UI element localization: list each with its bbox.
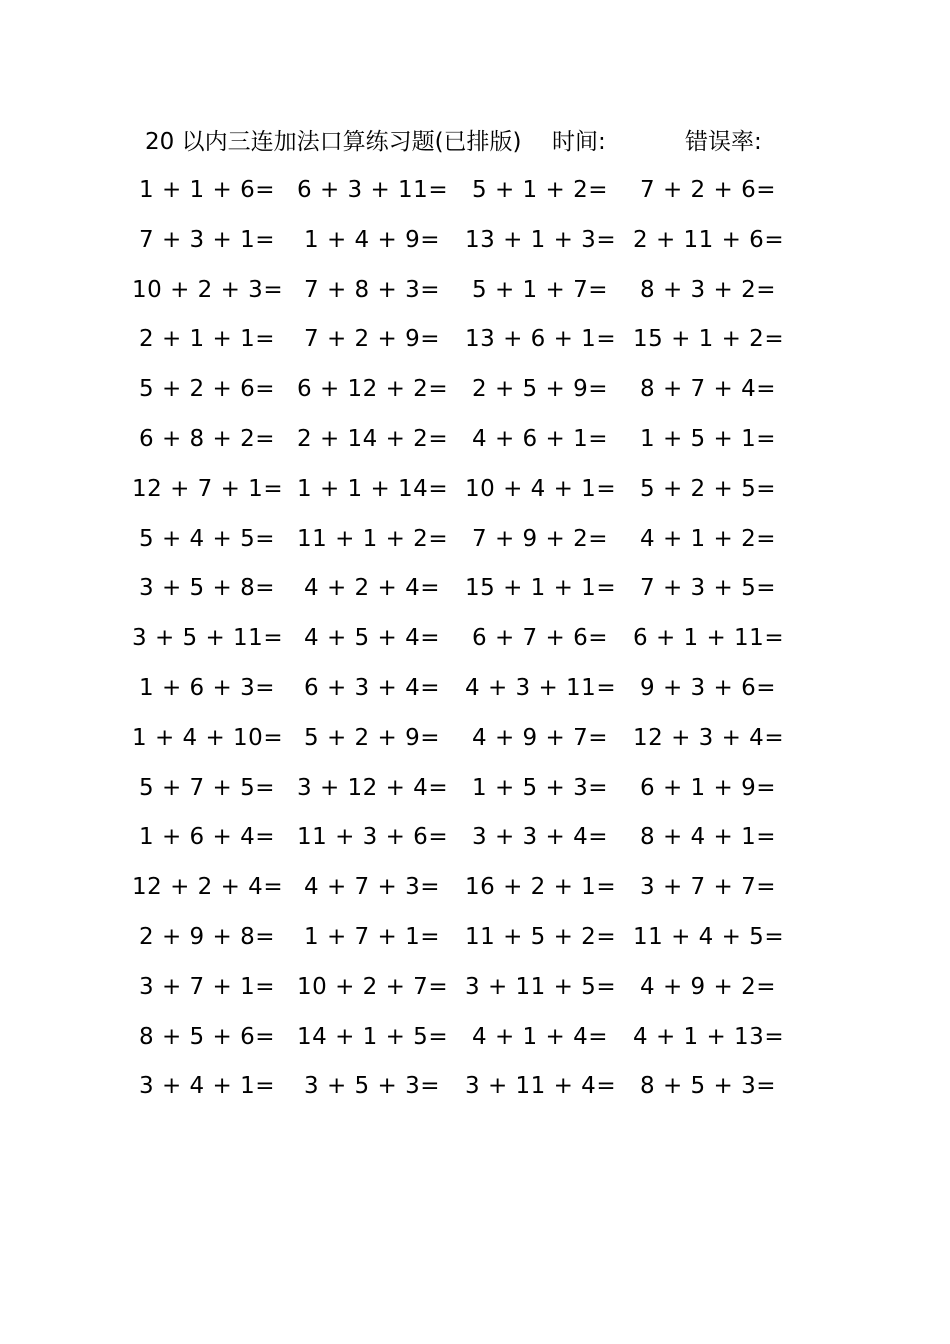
- problem-item: 15 + 1 + 1=: [465, 575, 617, 602]
- problem-item: 13 + 6 + 1=: [465, 326, 617, 353]
- problem-item: 1 + 4 + 9=: [304, 226, 440, 253]
- problem-item: 1 + 6 + 4=: [139, 824, 275, 851]
- problem-item: 1 + 7 + 1=: [304, 923, 440, 950]
- time-label: 时间:: [552, 129, 606, 155]
- problem-row: [0, 1062, 950, 1112]
- problem-row: [0, 415, 950, 465]
- problem-item: 16 + 2 + 1=: [465, 874, 617, 901]
- problem-item: 5 + 2 + 9=: [304, 724, 440, 751]
- problem-row: [0, 913, 950, 963]
- problem-item: 3 + 5 + 3=: [304, 1073, 440, 1100]
- problem-item: 7 + 2 + 6=: [640, 177, 776, 203]
- problem-item: 6 + 3 + 11=: [297, 177, 449, 203]
- problem-item: 4 + 9 + 7=: [472, 724, 608, 751]
- problem-row: [0, 216, 950, 266]
- problem-item: 12 + 3 + 4=: [633, 724, 785, 751]
- problem-item: 6 + 12 + 2=: [297, 376, 449, 403]
- problem-item: 1 + 1 + 14=: [297, 475, 449, 502]
- problem-item: 1 + 6 + 3=: [139, 674, 275, 701]
- worksheet-header: [0, 124, 950, 160]
- problem-row: [0, 365, 950, 415]
- problem-item: 1 + 5 + 3=: [472, 774, 608, 801]
- problem-item: 3 + 3 + 4=: [472, 824, 608, 851]
- problem-grid: [0, 166, 950, 1112]
- problem-item: 8 + 5 + 3=: [640, 1073, 776, 1100]
- problem-item: 7 + 3 + 1=: [139, 226, 275, 253]
- problem-row: [0, 963, 950, 1013]
- problem-item: 5 + 4 + 5=: [139, 525, 275, 552]
- problem-row: [0, 813, 950, 863]
- problem-item: 6 + 8 + 2=: [139, 425, 275, 452]
- problem-item: 3 + 4 + 1=: [139, 1073, 275, 1100]
- problem-item: 1 + 4 + 10=: [132, 724, 284, 751]
- problem-item: 3 + 12 + 4=: [297, 774, 449, 801]
- problem-item: 1 + 1 + 6=: [139, 177, 275, 203]
- problem-row: [0, 764, 950, 814]
- problem-item: 10 + 2 + 3=: [132, 276, 284, 303]
- problem-row: [0, 863, 950, 913]
- problem-row: [0, 166, 950, 216]
- problem-item: 4 + 2 + 4=: [304, 575, 440, 602]
- problem-item: 1 + 5 + 1=: [640, 425, 776, 452]
- problem-row: [0, 614, 950, 664]
- problem-row: [0, 1013, 950, 1063]
- problem-item: 7 + 8 + 3=: [304, 276, 440, 303]
- problem-item: 4 + 1 + 13=: [633, 1023, 785, 1050]
- problem-item: 4 + 3 + 11=: [465, 674, 617, 701]
- problem-item: 9 + 3 + 6=: [640, 674, 776, 701]
- problem-item: 7 + 3 + 5=: [640, 575, 776, 602]
- problem-row: [0, 266, 950, 316]
- worksheet-title: 20 以内三连加法口算练习题(已排版): [145, 129, 522, 155]
- problem-item: 7 + 9 + 2=: [472, 525, 608, 552]
- problem-item: 11 + 3 + 6=: [297, 824, 449, 851]
- problem-item: 4 + 1 + 4=: [472, 1023, 608, 1050]
- problem-item: 4 + 6 + 1=: [472, 425, 608, 452]
- problem-item: 6 + 7 + 6=: [472, 625, 608, 652]
- problem-item: 6 + 1 + 9=: [640, 774, 776, 801]
- problem-item: 12 + 7 + 1=: [132, 475, 284, 502]
- problem-item: 12 + 2 + 4=: [132, 874, 284, 901]
- problem-item: 10 + 2 + 7=: [297, 973, 449, 1000]
- problem-row: [0, 664, 950, 714]
- problem-item: 13 + 1 + 3=: [465, 226, 617, 253]
- problem-item: 5 + 2 + 5=: [640, 475, 776, 502]
- problem-item: 2 + 11 + 6=: [633, 226, 785, 253]
- problem-item: 2 + 9 + 8=: [139, 923, 275, 950]
- problem-item: 8 + 7 + 4=: [640, 376, 776, 403]
- problem-item: 2 + 1 + 1=: [139, 326, 275, 353]
- problem-item: 7 + 2 + 9=: [304, 326, 440, 353]
- problem-item: 4 + 9 + 2=: [640, 973, 776, 1000]
- problem-item: 3 + 5 + 8=: [139, 575, 275, 602]
- problem-item: 6 + 1 + 11=: [633, 625, 785, 652]
- problem-item: 10 + 4 + 1=: [465, 475, 617, 502]
- problem-item: 6 + 3 + 4=: [304, 674, 440, 701]
- problem-item: 3 + 11 + 5=: [465, 973, 617, 1000]
- problem-item: 5 + 7 + 5=: [139, 774, 275, 801]
- problem-item: 2 + 5 + 9=: [472, 376, 608, 403]
- problem-item: 11 + 4 + 5=: [633, 923, 785, 950]
- problem-item: 4 + 5 + 4=: [304, 625, 440, 652]
- problem-item: 3 + 5 + 11=: [132, 625, 284, 652]
- error-rate-label: 错误率:: [685, 129, 762, 155]
- problem-item: 4 + 1 + 2=: [640, 525, 776, 552]
- problem-item: 5 + 2 + 6=: [139, 376, 275, 403]
- problem-item: 5 + 1 + 2=: [472, 177, 608, 203]
- problem-item: 3 + 7 + 7=: [640, 874, 776, 901]
- problem-row: [0, 564, 950, 614]
- problem-item: 3 + 7 + 1=: [139, 973, 275, 1000]
- problem-row: [0, 315, 950, 365]
- problem-item: 15 + 1 + 2=: [633, 326, 785, 353]
- problem-item: 2 + 14 + 2=: [297, 425, 449, 452]
- problem-item: 11 + 5 + 2=: [465, 923, 617, 950]
- problem-item: 11 + 1 + 2=: [297, 525, 449, 552]
- problem-item: 3 + 11 + 4=: [465, 1073, 617, 1100]
- problem-item: 5 + 1 + 7=: [472, 276, 608, 303]
- problem-item: 8 + 4 + 1=: [640, 824, 776, 851]
- problem-item: 4 + 7 + 3=: [304, 874, 440, 901]
- problem-item: 14 + 1 + 5=: [297, 1023, 449, 1050]
- problem-item: 8 + 3 + 2=: [640, 276, 776, 303]
- problem-row: [0, 515, 950, 565]
- problem-row: [0, 465, 950, 515]
- problem-item: 8 + 5 + 6=: [139, 1023, 275, 1050]
- problem-row: [0, 714, 950, 764]
